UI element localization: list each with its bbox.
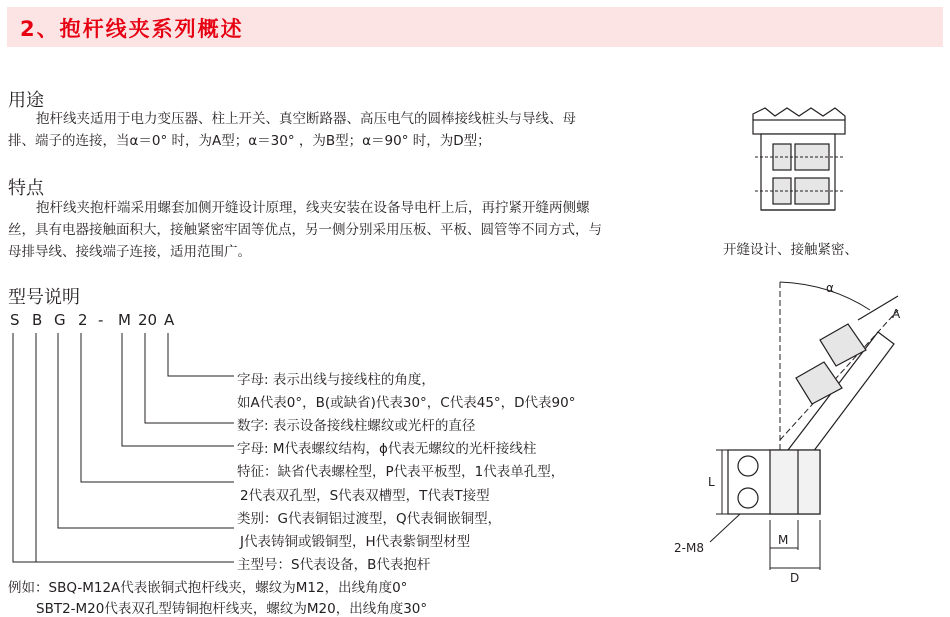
d-dim-label: D xyxy=(790,571,800,585)
leader-line-diameter xyxy=(145,333,234,423)
bolt-spec-label: 2-M8 xyxy=(674,541,704,555)
desc-feature-1: 特征：缺省代表螺栓型，P代表平板型，1代表单孔型， xyxy=(237,464,565,480)
features-heading: 特点 xyxy=(8,178,44,199)
alpha-arc xyxy=(780,282,870,310)
example-2: SBT2-M20代表双孔型铸铜抱杆线夹，螺纹为M20，出线角度30° xyxy=(36,601,428,617)
leader-line-thread xyxy=(122,333,234,446)
bolt-label-leader xyxy=(710,514,740,542)
desc-category-2: J代表铸铜或锻铜型，H代表紫铜型材型 xyxy=(240,534,471,550)
leader-line-category xyxy=(58,333,234,528)
top-bar xyxy=(753,120,845,134)
code-digit-2: 2 xyxy=(78,311,88,329)
desc-diameter: 数字: 表示设备接线柱螺纹或光杆的直径 xyxy=(237,418,476,434)
alpha-label: α xyxy=(826,281,834,295)
m-dim-label: M xyxy=(778,533,789,547)
usage-heading: 用途 xyxy=(8,90,44,111)
features-line-1: 抱杆线夹抱杆端采用螺套加侧开缝设计原理，线夹安装在设备导电杆上后，再拧紧开缝两侧螺 xyxy=(36,200,590,216)
features-line-3: 母排导线、接线端子连接，适用范围广。 xyxy=(8,244,251,260)
code-letter-b: B xyxy=(32,311,43,329)
usage-line-1: 抱杆线夹适用于电力变压器、柱上开关、真空断路器、高压电气的圆棒接线桩头与导线、母 xyxy=(36,111,576,127)
clamp-dimension-drawing xyxy=(670,270,945,615)
break-line-top xyxy=(753,108,845,120)
clamp-top-view-figure xyxy=(735,100,875,225)
l-dim-label: L xyxy=(708,475,715,489)
leader-line-angle xyxy=(168,333,234,376)
code-dash: - xyxy=(98,311,104,329)
desc-angle-1: 字母: 表示出线与接线柱的角度， xyxy=(237,372,435,388)
usage-line-2: 排、端子的连接，当α＝0° 时，为A型；α＝30° ，为B型；α＝90° 时，为D型； xyxy=(8,133,491,149)
bolt-hole-upper xyxy=(738,456,758,476)
desc-angle-2: 如A代表0°，B(或缺省)代表30°，C代表45°，D代表90° xyxy=(237,395,576,411)
code-letter-s: S xyxy=(10,311,20,329)
desc-thread: 字母: M代表螺纹结构，ϕ代表无螺纹的光杆接线柱 xyxy=(237,441,537,457)
figure-caption: 开缝设计、接触紧密、 xyxy=(723,242,858,258)
desc-main-model: 主型号：S代表设备，B代表抱杆 xyxy=(237,557,431,573)
leader-line-feature xyxy=(81,333,234,482)
code-letter-m: M xyxy=(118,311,131,329)
section-title: 2、抱杆线夹系列概述 xyxy=(20,17,244,41)
code-letter-a: A xyxy=(164,311,175,329)
example-1: 例如：SBQ-M12A代表嵌铜式抱杆线夹，螺纹为M12，出线角度0° xyxy=(8,580,408,596)
desc-feature-2: 2代表双孔型，S代表双槽型，T代表T接型 xyxy=(240,488,490,504)
desc-category-1: 类别：G代表铜铝过渡型，Q代表铜嵌铜型， xyxy=(237,511,502,527)
model-heading: 型号说明 xyxy=(8,287,80,308)
a-dim-label: A xyxy=(892,307,901,321)
features-line-2: 丝，具有电器接触面积大，接触紧密牢固等优点，另一侧分别采用压板、平板、圆管等不同方式，与 xyxy=(8,222,602,238)
bolt-hole-lower xyxy=(738,488,758,508)
code-number-20: 20 xyxy=(138,311,158,329)
code-letter-g: G xyxy=(54,311,66,329)
clamp-sleeve xyxy=(770,450,820,514)
